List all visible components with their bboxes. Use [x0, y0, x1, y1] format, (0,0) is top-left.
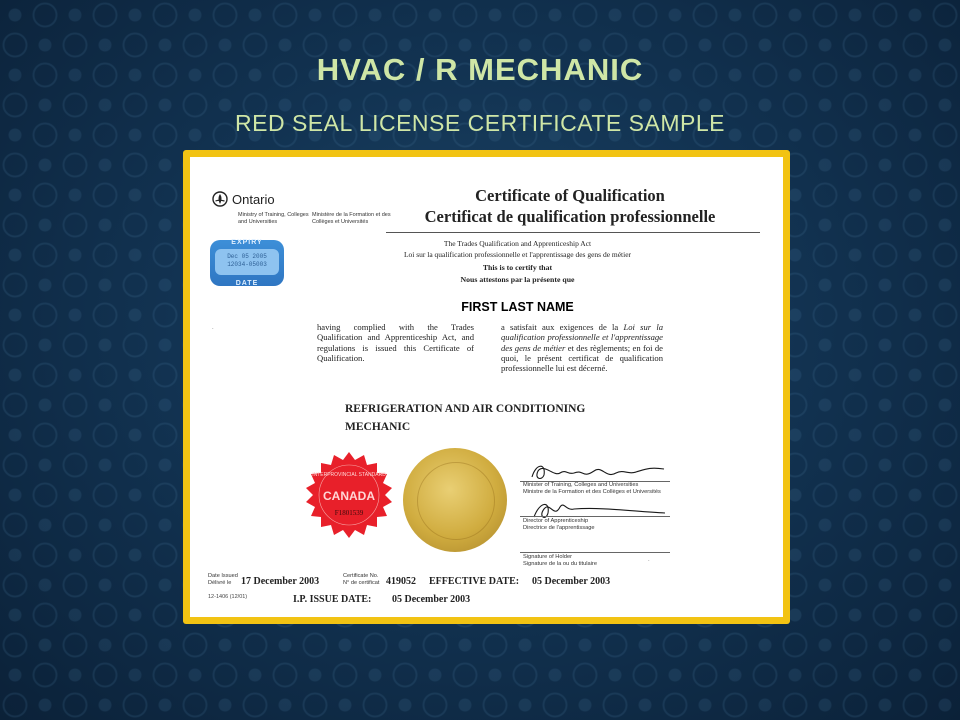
minister-label-fr: Ministre de la Formation et des Collèges et Universités	[523, 489, 661, 495]
date-issued-value: 17 December 2003	[241, 576, 320, 587]
margin-mark-2: .	[648, 557, 650, 563]
director-signature-line	[520, 516, 670, 517]
director-signature-label	[523, 518, 595, 532]
red-seal-country: CANADA	[323, 489, 375, 503]
act-name-en: The Trades Qualification and Apprenticeship Act	[443, 239, 592, 248]
certify-text-fr: Nous attestons par la présente que	[460, 275, 575, 284]
holder-signature-line	[520, 552, 670, 553]
certificate-document	[190, 157, 783, 617]
slide-subtitle: RED SEAL LICENSE CERTIFICATE SAMPLE	[235, 110, 725, 136]
certificate-number-label-en: Certificate No.	[343, 573, 379, 579]
trade-name-line2: MECHANIC	[345, 421, 411, 433]
certificate-number-label	[343, 573, 379, 587]
effective-date-label: EFFECTIVE DATE:	[429, 576, 520, 587]
ip-issue-date-value: 05 December 2003	[392, 594, 471, 605]
holder-signature-label	[523, 554, 597, 568]
certificate-title-en: Certificate of Qualification	[475, 186, 665, 205]
certificate-number-value: 419052	[386, 576, 416, 587]
trillium-icon	[212, 191, 228, 207]
effective-date-value: 05 December 2003	[532, 576, 611, 587]
certificate-title-fr: Certificat de qualification professionnelle	[424, 207, 716, 226]
expiry-code-value: 12034-05003	[227, 261, 267, 268]
director-label-fr: Directrice de l'apprentissage	[523, 525, 595, 531]
certificate-number-label-fr: N° de certificat	[343, 580, 380, 586]
gold-seal-emboss	[417, 462, 495, 540]
expiry-date-value: Dec 05 2005	[227, 253, 267, 260]
trade-name	[345, 400, 675, 436]
holder-label-en: Signature of Holder	[523, 554, 573, 560]
act-name-fr: Loi sur la qualification professionnelle et l'apprentissage des gens de métier	[403, 250, 632, 259]
expiry-date-window	[215, 249, 279, 275]
trade-name-line1: REFRIGERATION AND AIR CONDITIONING	[345, 403, 586, 415]
ontario-wordmark: Ontario	[232, 191, 275, 207]
red-seal-ring-text: INTERPROVINCIAL STANDARD	[312, 472, 386, 478]
statement-fr	[501, 322, 663, 373]
expiry-label-bottom: DATE	[235, 280, 259, 287]
red-seal-icon	[304, 450, 394, 540]
gold-seal-icon	[403, 448, 507, 552]
slide-title: HVAC / R MECHANIC	[316, 52, 644, 87]
ip-issue-date-label: I.P. ISSUE DATE:	[293, 594, 372, 605]
form-code: 12-1406 (12/01)	[208, 594, 248, 600]
certify-text-en: This is to certify that	[482, 263, 553, 272]
director-label-en: Director of Apprenticeship	[523, 518, 589, 524]
minister-label-en: Minister of Training, Colleges and Universities	[523, 482, 639, 488]
expiry-date-sticker	[210, 240, 284, 286]
date-issued-label-en: Date Issued	[208, 573, 238, 579]
expiry-label-top: EXPIRY	[231, 239, 263, 246]
date-issued-label	[208, 573, 238, 587]
ontario-logo	[212, 191, 275, 207]
ministry-name-fr: Ministère de la Formation et des Collèges et Universités	[312, 212, 391, 225]
statement-en: having complied with the Trades Qualification and Apprenticeship Act, and regulations is issued this Certificate of Qualification.	[317, 322, 474, 363]
holder-label-fr: Signature de la ou du titulaire	[523, 561, 597, 567]
minister-signature-label	[523, 482, 661, 496]
statement-fr-act: Loi sur la qualification professionnelle et l'apprentissage des gens de métier	[501, 322, 663, 353]
statement-fr-part1: a satisfait aux exigences de la	[501, 322, 619, 332]
red-seal-number: F1801539	[334, 509, 364, 517]
margin-mark: .	[212, 325, 214, 331]
date-issued-label-fr: Délivré le	[208, 580, 232, 586]
statement-fr-part2: et des règlements; en foi de quoi, le présent certificat de qualification professionnelle lui est décerné.	[501, 342, 663, 374]
ministry-name-en: Ministry of Training, Colleges and Universities	[238, 212, 309, 225]
title-divider	[386, 232, 760, 233]
holder-name: FIRST LAST NAME	[461, 300, 574, 314]
